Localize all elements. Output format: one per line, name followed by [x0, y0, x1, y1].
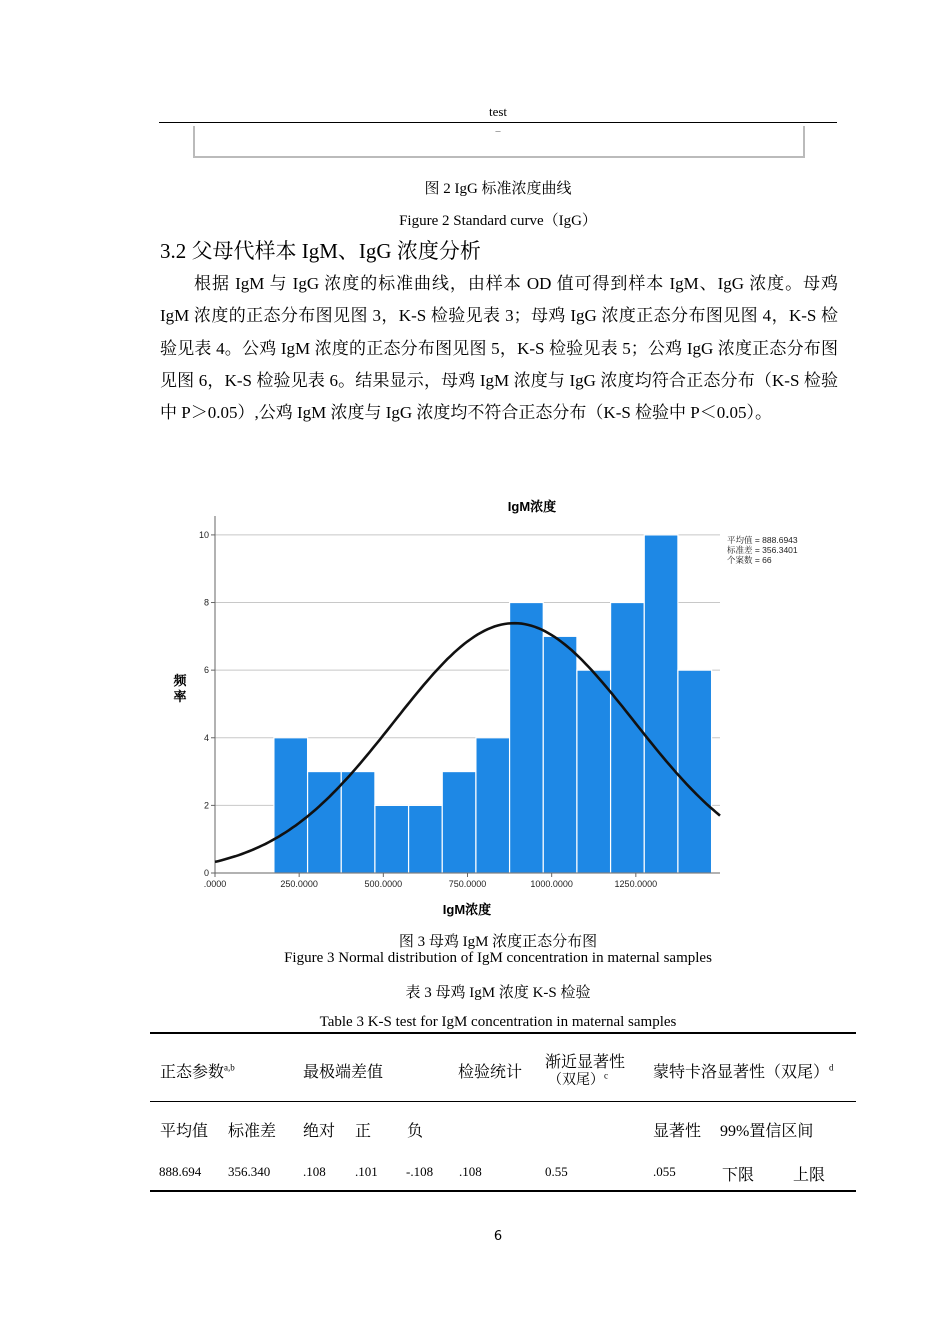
chart-title: IgM浓度: [507, 499, 557, 514]
page-number: 6: [493, 1229, 503, 1244]
histogram-bar: [476, 738, 510, 873]
y-axis-label: 频率: [173, 673, 187, 704]
histogram-bar: [341, 772, 375, 873]
value-mean: 888.694: [159, 1164, 202, 1179]
table3-caption-cn: 表 3 母鸡 IgM 浓度 K-S 检验: [405, 985, 591, 1001]
value-sd: 356.340: [228, 1164, 271, 1179]
table-mid-rule: [150, 1101, 856, 1102]
histogram-bar: [543, 636, 577, 873]
histogram-bar: [375, 805, 409, 873]
running-header: test: [488, 104, 508, 119]
histogram-bar: [442, 772, 476, 873]
value-negative: -.108: [406, 1164, 434, 1179]
subheader-ci: 99%置信区间: [720, 1123, 814, 1140]
value-test-stat: .108: [459, 1164, 482, 1179]
figure3-caption-en: Figure 3 Normal distribution of IgM concentration in maternal samples: [284, 950, 712, 966]
histogram-bar: [611, 603, 645, 873]
value-mc-sig: .055: [653, 1164, 676, 1179]
histogram-bar: [409, 805, 443, 873]
value-asymp-sig: 0.55: [545, 1164, 568, 1179]
x-tick-label: 1000.0000: [530, 879, 573, 889]
legend-line: 标准差 = 356.3401: [727, 545, 798, 555]
y-tick-label: 4: [203, 732, 209, 743]
histogram-bar: [510, 603, 544, 873]
histogram-bars: [274, 535, 712, 873]
header-asymp-sig-line2: （双尾）$^c$: [548, 1070, 608, 1088]
y-tick-label: 0: [203, 868, 209, 878]
header-extreme-diff: 最极端差值: [303, 1064, 384, 1081]
subheader-mean: 平均值: [160, 1123, 209, 1140]
histogram-bar: [274, 738, 308, 873]
y-tick-label: 10: [198, 529, 209, 540]
x-tick-label: 1250.0000: [614, 879, 658, 889]
legend-line: 个案数 = 66: [727, 555, 772, 565]
subheader-sd: 标准差: [228, 1123, 277, 1140]
table-top-rule: [150, 1032, 856, 1034]
x-tick-label: 500.0000: [364, 879, 403, 889]
value-ci-lower: 下限: [722, 1167, 755, 1184]
x-tick-label: 750.0000: [448, 879, 487, 889]
header-asymp-sig-line1: 渐近显著性: [545, 1054, 626, 1071]
legend-line: 平均值 = 888.6943: [727, 535, 798, 545]
table3-caption-en: Table 3 K-S test for IgM concentration in maternal samples: [319, 1014, 677, 1030]
body-paragraph: 根据 IgM 与 IgG 浓度的标准曲线，由样本 OD 值可得到样本 IgM、IgG 浓度。母鸡 IgM 浓度的正态分布图见图 3，K-S 检验见表 3；母鸡 IgG 浓度正态分布图见图 4，K-S 检验见表 4。公鸡 IgM 浓度的正态分布图见图 5，K-S 检验见表 5；公鸡 IgG 浓度正态分布图见图 6，K-S 检验见表 6。结果显示，母鸡 IgM 浓度与 IgG 浓度均符合正态分布（K-S 检验中 P＞0.05）,公鸡 IgM 浓度与 IgG 浓度均不符合正态分布（K-S 检验中 P＜0.05）。: [160, 274, 838, 423]
subheader-positive: 正: [355, 1123, 372, 1140]
y-tick-label: 2: [203, 800, 209, 811]
x-tick-label: .0000: [203, 879, 227, 889]
subheader-absolute: 绝对: [303, 1123, 336, 1140]
header-test-stat: 检验统计: [458, 1064, 523, 1081]
y-tick-label: 8: [203, 597, 209, 608]
header-normal-params: 正态参数$^{a,b}$: [160, 1062, 235, 1081]
value-absolute: .108: [303, 1164, 326, 1179]
section-heading: 3.2 父母代样本 IgM、IgG 浓度分析: [160, 239, 481, 263]
igm-histogram-chart: [150, 490, 830, 930]
histogram-bar: [678, 670, 712, 873]
histogram-bar: [308, 772, 342, 873]
x-axis-label: IgM浓度: [442, 902, 492, 917]
table-bottom-rule: [150, 1190, 856, 1192]
figure2-caption-en: Figure 2 Standard curve（IgG）: [399, 213, 597, 229]
value-positive: .101: [355, 1164, 378, 1179]
x-tick-label: 250.0000: [280, 879, 318, 889]
figure3-caption-cn: 图 3 母鸡 IgM 浓度正态分布图: [398, 934, 598, 950]
histogram-bar: [577, 670, 611, 873]
value-ci-upper: 上限: [793, 1167, 826, 1184]
y-tick-label: 6: [203, 665, 209, 676]
figure2-caption-cn: 图 2 IgG 标准浓度曲线: [424, 181, 572, 197]
subheader-negative: 负: [407, 1123, 424, 1140]
previous-figure-mark: –: [495, 126, 501, 137]
header-monte-carlo: 蒙特卡洛显著性（双尾）$^d$: [653, 1062, 834, 1081]
header-rule: [159, 122, 837, 123]
histogram-bar: [644, 535, 678, 873]
subheader-significance: 显著性: [653, 1123, 702, 1140]
